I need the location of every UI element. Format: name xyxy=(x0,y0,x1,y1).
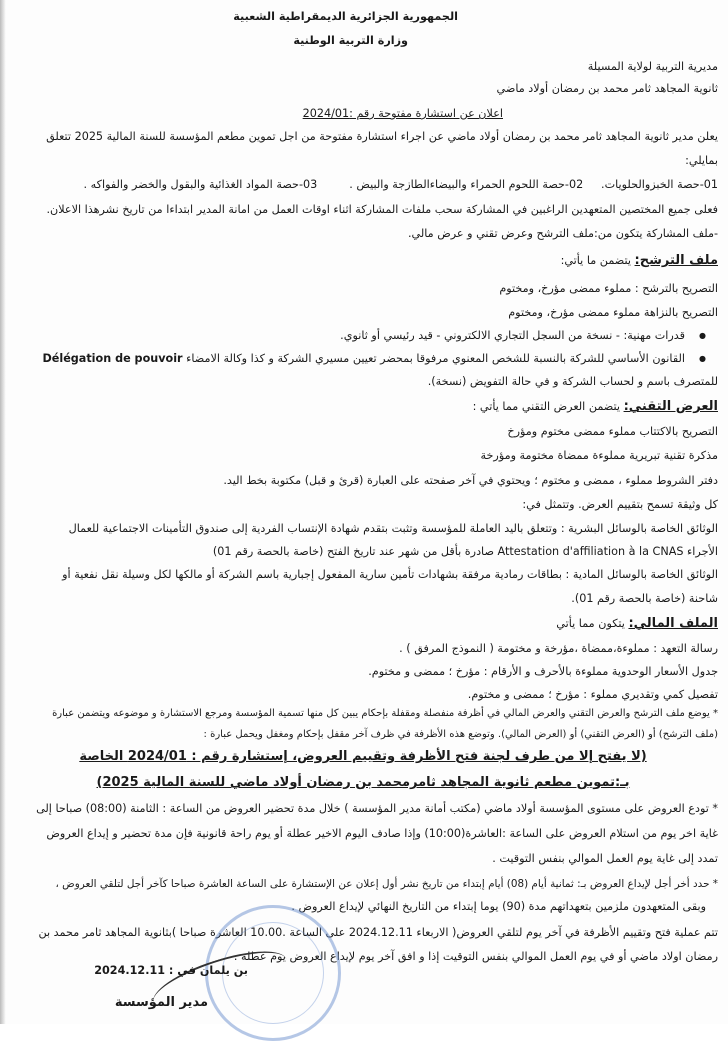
technical-line: التصريح بالاكتتاب مملوء ممضى مختوم ومؤرخ xyxy=(507,425,718,438)
signatory-title: مدير المؤسسة xyxy=(114,995,208,1010)
deadline-line: تمدد إلى غاية يوم العمل الموالي بنفس التوقيت . xyxy=(492,852,718,865)
intro-line: -ملف المشاركة يتكون من:ملف الترشح وعرض تقني و عرض مالي. xyxy=(407,227,718,240)
intro-line: فعلى جميع المختصين المتعهدين الراغبين في المشاركة سحب ملفات المشاركة اثناء اوقات العمل من امانة المدير ابتداءا من تاريخ نشرهذا الاعلان. xyxy=(46,203,718,216)
deadline-line: رمضان اولاد ماضي أو في يوم العمل الموالي بنفس التوقيت إذا و افق آخر يوم لإيداع العروض يوم عطلة . xyxy=(233,950,718,963)
technical-heading: العرض التقني: يتضمن العرض التقني مما يأتي : xyxy=(472,399,718,414)
financial-line: جدول الأسعار الوحدوية مملوءة بالأحرف و الأرقام : مؤرخ ؛ ممضى و مختوم. xyxy=(368,665,718,678)
deadline-line: وبقى المتعهدون ملزمين بتعهداتهم مدة (90) يوما إبتداء من التاريخ النهائي لإيداع العروض . xyxy=(291,900,706,913)
envelope-line: * يوضع ملف الترشح والعرض التقني والعرض المالي في أظرفة منفصلة ومقفلة بإحكام يبين كل منها تسمية المؤسسة ومرجع الاستشارة و موضوعه ويتضمن عبارة xyxy=(52,708,718,719)
material-line: الوثائق الخاصة بالوسائل المادية : بطاقات رمادية مرفقة بشهادات تأمين سارية المفعول إجبارية باسم الشركة أو مالكها لكل وسيلة نقل نفعية أو xyxy=(62,568,718,581)
intro-line: يعلن مدير ثانوية المجاهد ثامر محمد بن رمضان أولاد ماضي عن اجراء استشارة مفتوحة من اجل تموين مطعم المؤسسة للسنة المالية 2025 تتعلق xyxy=(46,130,718,143)
deadline-line: * حدد أخر أجل لإيداع العروض بـ: ثمانية أيام (08) أيام إبتداء من تاريخ نشر أول إعلان عن الإستشارة على الساعة العاشرة صباحا كآخر أجل لتلقي العروض ، xyxy=(55,878,718,890)
republic-header: الجمهورية الجزائرية الديمقراطية الشعبية xyxy=(233,10,458,23)
envelope-line: (ملف الترشح) أو (العرض التقني) أو (العرض المالي). وتوضع هذه الأظرفة في ظرف آخر مقفل بإحكام ومغفل ويحمل عبارة : xyxy=(203,729,718,740)
lots-line xyxy=(8,176,718,194)
scan-edge xyxy=(0,0,6,1024)
lot-2: 02-حصة اللحوم الحمراء والبيضاءالطازجة والبيض . xyxy=(349,178,584,191)
school-name: ثانوية المجاهد ثامر محمد بن رمضان أولاد ماضي xyxy=(496,82,718,95)
financial-heading: الملف المالي: يتكون مما يأتي xyxy=(556,616,718,631)
financial-line: تفصيل كمي وتقديري مملوء : مؤرخ ؛ ممضى و مختوم. xyxy=(467,688,718,701)
candidacy-bullet: ● القانون الأساسي للشركة بالنسبة للشخص المعنوي مرفوقا بمحضر تعيين مسيري الشركة و كذا وكالة الامضاء Délégation de pouvoir xyxy=(8,350,718,368)
technical-line: كل وثيقة تسمح بتقييم العرض. وتتمثل في: xyxy=(522,498,718,511)
candidacy-item: التصريح بالنزاهة مملوء ممضى مؤرخ، ومختوم xyxy=(508,306,718,319)
deadline-line: * تودع العروض على مستوى المؤسسة أولاد ماضي (مكتب أمانة مدير المؤسسة ) خلال مدة تحضير العروض من الساعة : الثامنة (08:00) صباحا إلى xyxy=(36,802,718,815)
envelope-notice: (لا يفتح إلا من طرف لجنة فتح الأظرفة وتقييم العروض، إستشارة رقم : 2024/01 الخاصة xyxy=(79,749,647,764)
financial-line: رسالة التعهد : مملوءة،ممضاة ،مؤرخة و مختومة ( النموذج المرفق ) . xyxy=(399,642,718,655)
lot-3: 03-حصة المواد الغذائية والبقول والخضر والفواكه . xyxy=(83,178,318,191)
deadline-line: تتم عملية فتح وتقييم الأظرفة في آخر يوم لتلقي العروض( الاربعاء 2024.12.11 على الساعة .10.00 العاشرة صباحا )بثانوية المجاهد ثامر محمد بن xyxy=(38,926,718,939)
material-line: شاحنة (خاصة بالحصة رقم 01). xyxy=(571,592,718,605)
signature-date: بن يلمان في : 2024.12.11 xyxy=(94,964,248,977)
candidacy-heading: ملف الترشح: يتضمن ما يأتي: xyxy=(560,253,718,268)
cnas-line: الأجراء Attestation d'affiliation à la CNAS صادرة بأقل من شهر عند تاريخ الفتح (خاصة بالحصة رقم 01) xyxy=(212,545,718,558)
candidacy-bullet-cont: للمتصرف باسم و لحساب الشركة و في حالة التفويض (نسخة). xyxy=(427,375,718,388)
candidacy-item: التصريح بالترشح : مملوء ممضى مؤرخ، ومختوم xyxy=(499,282,718,295)
technical-line: الوثائق الخاصة بالوسائل البشرية : وتتعلق باليد العاملة للمؤسسة وتثبت بتقدم شهادة الإنتساب الفردية إلى صندوق التأمينات الاجتماعية للعمال xyxy=(68,522,718,535)
deadline-line: غاية اخر يوم من استلام العروض على الساعة :العاشرة(10:00) وإذا صادف اليوم الاخير عطلة أو يوم راحة قانونية فإن مدة تحضير و إيداع العروض xyxy=(46,827,718,840)
candidacy-bullet: ● قدرات مهنية: - نسخة من السجل التجاري الالكتروني - قيد رئيسي أو ثانوي. xyxy=(8,327,718,345)
announcement-title: اعلان عن استشارة مفتوحة رقم :2024/01 xyxy=(302,107,503,120)
technical-line: مذكرة تقنية تبريرية مملوءة ممضاة مختومة ومؤرخة xyxy=(480,449,718,462)
envelope-notice: بـ:تموين مطعم ثانوية المجاهد ثامرمحمد بن رمضان أولاد ماضي للسنة المالية 2025) xyxy=(96,775,630,790)
lot-1: 01-حصة الخبزوالحلويات. xyxy=(601,178,718,191)
directorate: مديرية التربية لولاية المسيلة xyxy=(587,60,718,73)
technical-line: دفتر الشروط مملوء ، ممضى و مختوم ؛ ويحتوي في آخر صفحته على العبارة (قرئ و قبل) مكتوبة بخط اليد. xyxy=(223,474,718,487)
intro-line: بمايلي: xyxy=(685,154,718,167)
ministry-header: وزارة التربية الوطنية xyxy=(293,34,408,47)
